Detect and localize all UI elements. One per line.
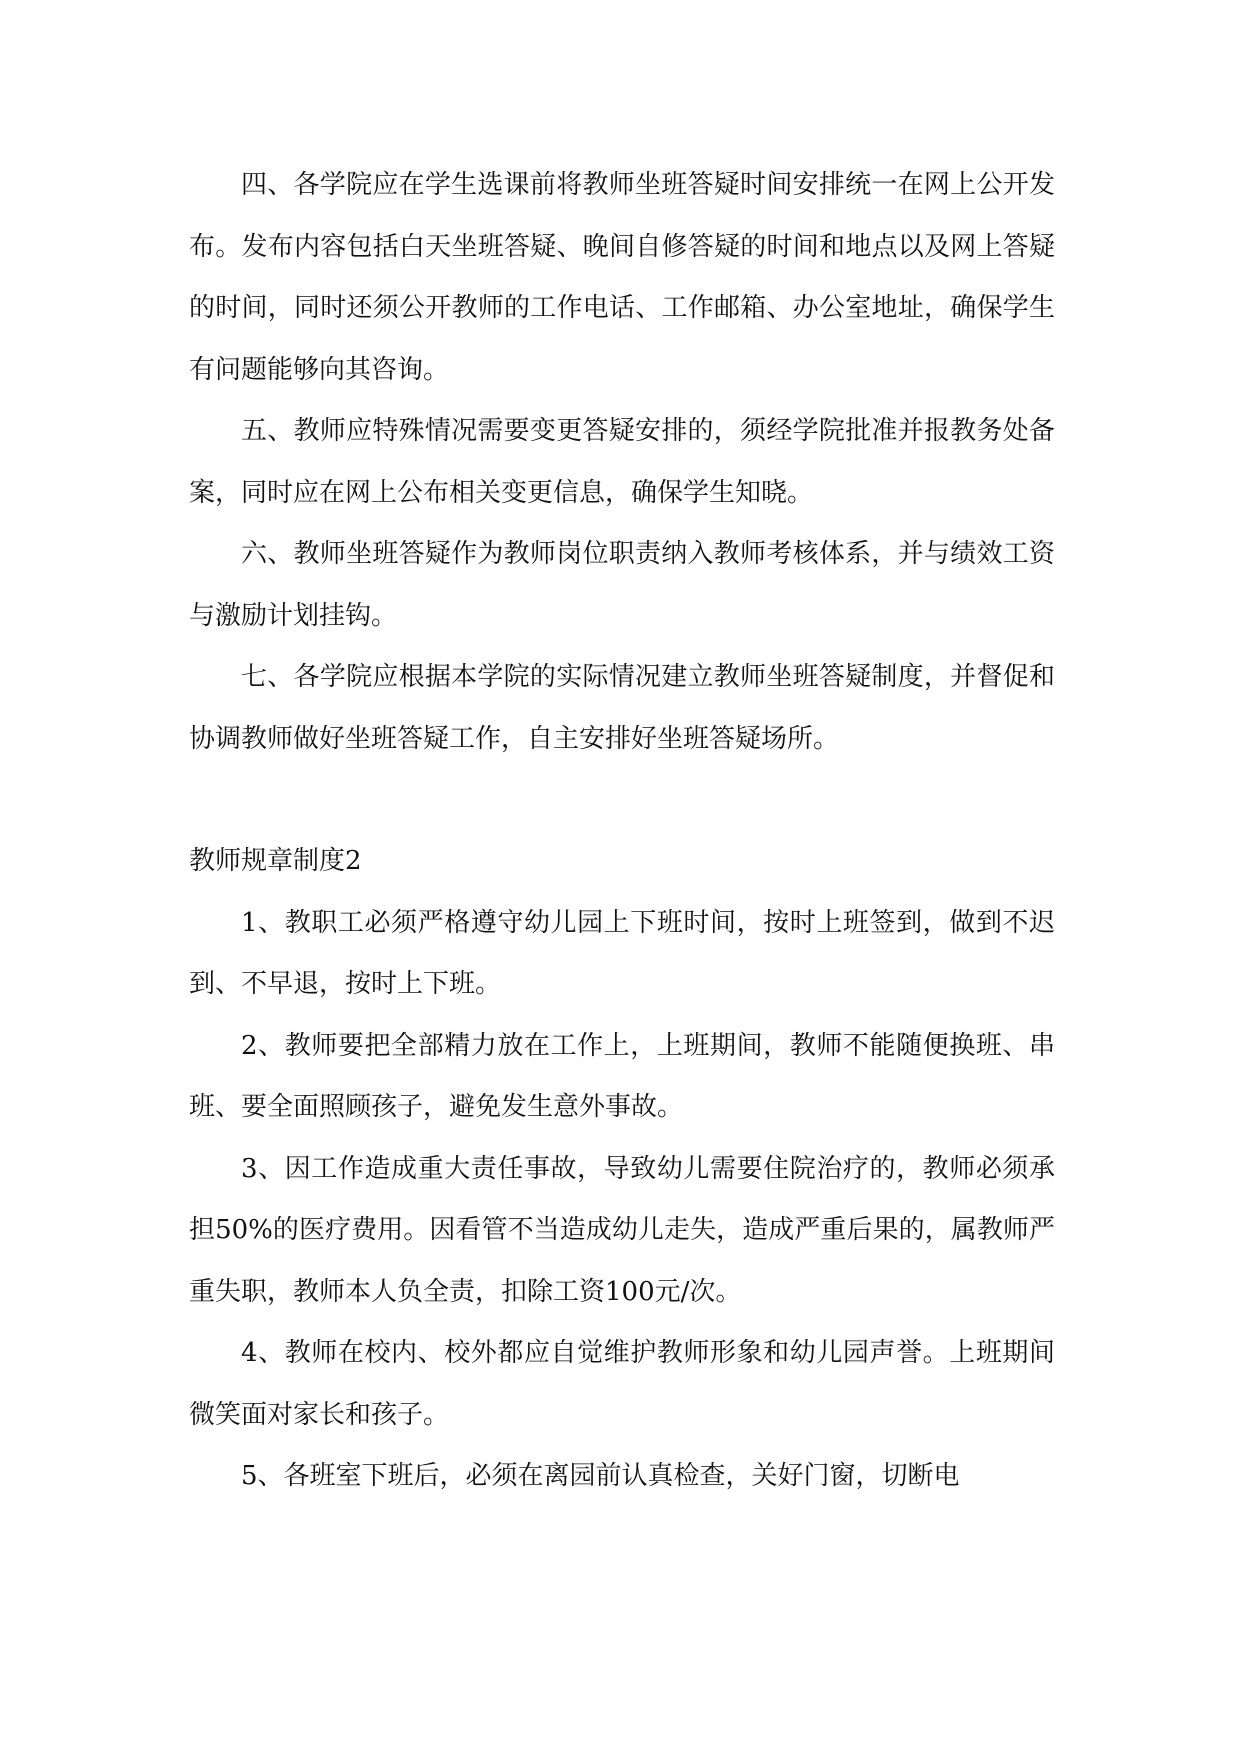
paragraph-5: 五、教师应特殊情况需要变更答疑安排的，须经学院批准并报教务处备案，同时应在网上公布相关变更信息，确保学生知晓。: [189, 416, 1055, 508]
rule-item-1: 1、教职工必须严格遵守幼儿园上下班时间，按时上班签到，做到不迟到、不早退，按时上下班。: [189, 907, 1055, 999]
rule-item-4: 4、教师在校内、校外都应自觉维护教师形象和幼儿园声誉。上班期间微笑面对家长和孩子。: [189, 1338, 1055, 1430]
document-body: [189, 155, 1055, 1508]
rule-item-3: 3、因工作造成重大责任事故，导致幼儿需要住院治疗的，教师必须承担50%的医疗费用。因看管不当造成幼儿走失，造成严重后果的，属教师严重失职，教师本人负全责，扣除工资100元/次。: [189, 1153, 1055, 1307]
paragraph-6: 六、教师坐班答疑作为教师岗位职责纳入教师考核体系，并与绩效工资与激励计划挂钩。: [189, 539, 1055, 631]
rule-item-2: 2、教师要把全部精力放在工作上，上班期间，教师不能随便换班、串班、要全面照顾孩子，避免发生意外事故。: [189, 1030, 1055, 1122]
paragraph-7: 七、各学院应根据本学院的实际情况建立教师坐班答疑制度，并督促和协调教师做好坐班答疑工作，自主安排好坐班答疑场所。: [189, 662, 1055, 754]
section-title: 教师规章制度2: [189, 846, 362, 876]
paragraph-4: 四、各学院应在学生选课前将教师坐班答疑时间安排统一在网上公开发布。发布内容包括白天坐班答疑、晚间自修答疑的时间和地点以及网上答疑的时间，同时还须公开教师的工作电话、工作邮箱、办公室地址，确保学生有问题能够向其咨询。: [189, 170, 1055, 385]
rule-item-5: 5、各班室下班后，必须在离园前认真检查，关好门窗，切断电: [241, 1461, 960, 1491]
